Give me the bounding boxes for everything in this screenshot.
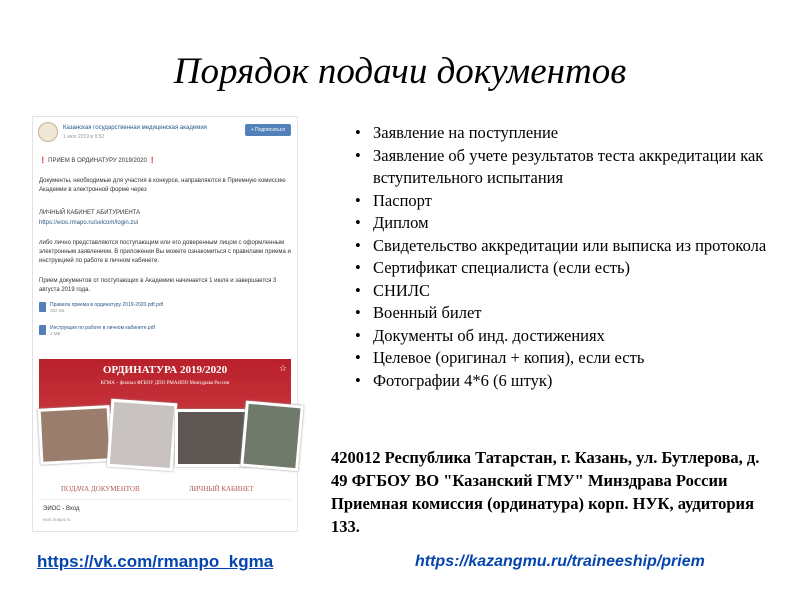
document-icon xyxy=(39,325,46,335)
link-preview[interactable] xyxy=(39,499,291,530)
cabinet-link[interactable]: https://eios.rmapo.ru/selcom/login.zul xyxy=(39,220,139,226)
vk-link[interactable]: https://vk.com/rmanpo_kgma xyxy=(37,552,274,571)
post-paragraph-2: либо лично представляются поступающим или его доверенным лицом с оформленным электронным заявлением. В приложении Вы можете ознакомиться с правилами приема и инструкцией по работе в личном кабинете. xyxy=(39,240,291,264)
photo xyxy=(107,399,178,471)
personal-cabinet-label: ЛИЧНЫЙ КАБИНЕТ xyxy=(189,485,254,493)
vk-post-screenshot xyxy=(32,116,298,532)
address: 420012 Республика Татарстан, г. Казань, ул. Бутлерова, д. 49 ФГБОУ ВО "Казанский ГМУ" Минздрава России Приемная комиссия (ординатура) корп. НУК, аудитория 133. xyxy=(331,448,760,536)
list-item: • Целевое (оригинал + копия), если есть xyxy=(355,347,775,370)
list-item: • Свидетельство аккредитации или выписка из протокола xyxy=(355,235,775,258)
post-heading: ❗ ПРИЕМ В ОРДИНАТУРУ 2019/2020 ❗ xyxy=(39,158,156,164)
attachment-file[interactable] xyxy=(39,302,163,313)
link-title: ЭИОС - Вход xyxy=(43,506,80,512)
documents-list xyxy=(355,122,775,392)
link-domain: eios.rmapo.ru xyxy=(43,517,71,522)
cabinet-label: ЛИЧНЫЙ КАБИНЕТ АБИТУРИЕНТА xyxy=(39,210,141,216)
file-name: Правила приема в ординатуру 2019-2020.pdf.pdf xyxy=(50,302,163,308)
banner-image[interactable] xyxy=(39,359,291,499)
file-size: 2 МБ xyxy=(50,331,61,336)
photo xyxy=(175,409,251,467)
site-link[interactable]: https://kazangmu.ru/traineeship/priem xyxy=(415,553,705,570)
file-name: Инструкция по работе в личном кабинете.pdf xyxy=(50,325,155,331)
file-size: 352 КБ xyxy=(50,308,65,313)
submit-documents-label: ПОДАЧА ДОКУМЕНТОВ xyxy=(61,485,140,493)
star-icon: ☆ xyxy=(278,363,287,373)
attachment-file[interactable] xyxy=(39,325,155,336)
subscribe-button[interactable]: + Подписаться xyxy=(245,124,291,136)
post-paragraph-3: Прием документов от поступающих в Академию начинается 1 июля и завершается 3 августа 2019 года. xyxy=(39,278,277,293)
list-item: • Паспорт xyxy=(355,190,775,213)
group-name[interactable]: Казанская государственная медицинская академия xyxy=(63,125,207,131)
list-item: • Заявление на поступление xyxy=(355,122,775,145)
photo xyxy=(38,405,113,465)
list-item: • Заявление об учете результатов теста аккредитации как вступительного испытания xyxy=(355,145,775,190)
slide-title: Порядок подачи документов xyxy=(173,51,627,92)
banner-title: ОРДИНАТУРА 2019/2020 xyxy=(102,364,228,376)
group-avatar xyxy=(38,122,58,142)
list-item: • Военный билет xyxy=(355,302,775,325)
list-item: • Фотографии 4*6 (6 штук) xyxy=(355,370,775,393)
list-item: • Сертификат специалиста (если есть) xyxy=(355,257,775,280)
list-item: • СНИЛС xyxy=(355,280,775,303)
post-date: 1 июл 2019 в 9:52 xyxy=(63,134,105,140)
banner-subtitle: КГМА – филиал ФГБОУ ДПО РМАНПО Минздрава России xyxy=(100,381,230,386)
post-paragraph-1: Документы, необходимые для участия в конкурсе, направляются в Приемную комиссию Академии в электронной форме через xyxy=(39,178,286,193)
list-item: • Документы об инд. достижениях xyxy=(355,325,775,348)
list-item: • Диплом xyxy=(355,212,775,235)
photo xyxy=(240,401,304,472)
document-icon xyxy=(39,302,46,312)
